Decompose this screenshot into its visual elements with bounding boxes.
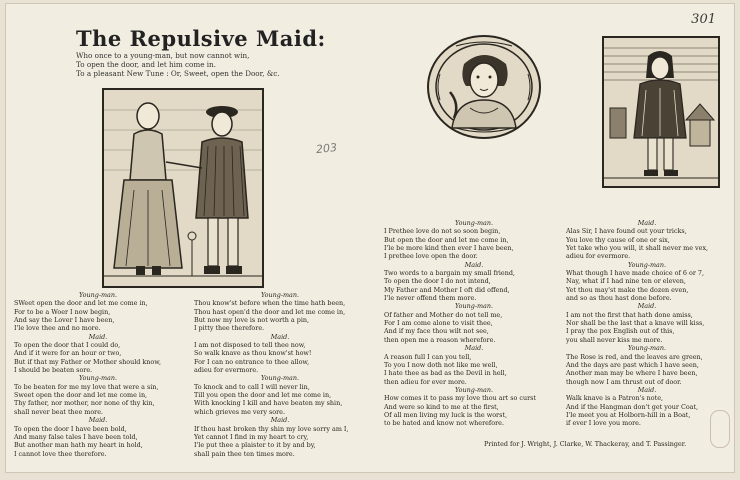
verse-line: Sweet open the door and let me come in, (14, 391, 148, 400)
verse-line: And if my face thou wilt not see, (384, 327, 489, 336)
subtitle-line: Who once to a young-man, but now cannot win, (76, 51, 250, 60)
verse-line: Another man may be where I have been, (566, 369, 698, 378)
verse-line: I pitty thee therefore. (194, 324, 265, 333)
speaker-heading: Young-man. (454, 302, 493, 311)
speaker-heading: Maid. (637, 219, 657, 227)
speaker-heading: Maid. (270, 332, 290, 341)
verse-line: Nor shall be the last that a knave will kiss, (566, 319, 705, 328)
verse-line: And many false tales I have been told, (14, 432, 138, 441)
verse-line: My Father and Mother I oft did offend, (384, 285, 510, 294)
verse-line: You love thy cause of one or six, (566, 235, 670, 244)
verse-line: To be beaten for me my love that were a sin, (14, 382, 159, 391)
speaker-heading: Young-man. (454, 219, 493, 227)
verse-line: I'le never offend them more. (384, 294, 477, 303)
verse-line: I'le be more kind then ever I have been, (384, 244, 514, 253)
speaker-heading: Young-man. (627, 260, 666, 269)
verse-line: To open the door that I could do, (14, 341, 121, 350)
verse-line: if ever I love you more. (566, 419, 641, 428)
verse-line: But if that my Father or Mother should know, (14, 357, 161, 366)
verse-line: Yet thou may'st make the dozen even, (566, 285, 689, 294)
verse-line: But another man hath my heart in hold, (14, 441, 143, 450)
verse-line: I'le love thee and no more. (14, 324, 101, 333)
library-stamp (710, 410, 730, 448)
verse-line: The Rose is red, and the leaves are green, (566, 352, 703, 361)
speaker-heading: Young-man. (78, 291, 117, 299)
subtitle-line: To open the door, and let him come in. (76, 60, 216, 69)
verse-line: And the days are past which I have seen, (566, 360, 699, 369)
woodcut-portrait-image (426, 34, 542, 140)
verse-line: Of all men living my luck is the worst, (384, 410, 507, 419)
verse-line: To open the door I do not intend, (384, 277, 491, 286)
verse-line: Thy father, nor mother, nor none of thy kin, (14, 399, 155, 408)
verse-line: I'le put thee a plaister to it by and by, (194, 441, 316, 450)
verse-line: and so as thou hast done before. (566, 294, 672, 303)
subtitle-line: To a pleasant New Tune : Or, Sweet, open the Door, &c. (76, 69, 280, 78)
speaker-heading: Maid. (464, 344, 484, 353)
verse-line: I pray the pox English out of this, (566, 327, 675, 336)
verse-column-1 (14, 291, 182, 458)
couple-illustration (104, 90, 262, 286)
verse-line: adieu for evermore. (194, 366, 259, 375)
verse-line: With knocking I kill and have beaten my shin, (194, 399, 343, 408)
verse-column-3 (384, 219, 564, 428)
verse-column-2 (194, 291, 366, 458)
verse-line: To open the door I have been bold, (14, 424, 127, 433)
woodcut-couple-image (102, 88, 264, 288)
speaker-heading: Young-man. (260, 291, 299, 299)
pencil-annotation: 203 (315, 140, 338, 157)
verse-line: Thou hast open'd the door and let me come in, (194, 307, 346, 316)
verse-line: But now my love is not worth a pin, (194, 316, 310, 325)
verse-line: I prethee love open the door. (384, 252, 478, 261)
ballad-title: The Repulsive Maid: (76, 26, 326, 51)
speaker-heading: Maid. (270, 416, 290, 425)
standing-man-illustration (604, 38, 718, 186)
verse-line: Yet take who you will, it shall never me vex, (566, 244, 709, 253)
printer-imprint: Printed for J. Wright, J. Clarke, W. Thackeray, and T. Passinger. (484, 440, 687, 448)
verse-line: And say the Lover I have been, (14, 316, 115, 325)
verse-line: So walk knave as thou know'st how! (194, 349, 312, 358)
verse-line: then open me a reason wherefore. (384, 335, 496, 344)
verse-line: Two words to a bargain my small friend, (384, 269, 515, 278)
verse-line: And if it were for an hour or two, (14, 349, 122, 358)
verse-column-4 (566, 219, 728, 428)
folio-number: 301 (691, 12, 716, 27)
verse-line: Thou know'st before when the time hath been, (194, 299, 346, 308)
verse-line: Of father and Mother do not tell me, (384, 310, 503, 319)
verse-line: For to be a Woer I now begin, (14, 307, 111, 316)
verse-line: A reason full I can you tell, (384, 352, 472, 361)
verse-line: though now I am thrust out of door. (566, 377, 682, 386)
verse-line: But open the door and let me come in, (384, 235, 509, 244)
verse-line: And were so kind to me at the first, (384, 402, 499, 411)
verse-line: What though I have made choice of 6 or 7, (566, 269, 705, 278)
speaker-heading: Young-man. (260, 374, 299, 383)
verse-line: To you I now doth not like me well, (384, 360, 498, 369)
verse-line: For I am come alone to visit thee, (384, 319, 493, 328)
verse-line: Till you open the door and let me come in, (194, 391, 332, 400)
verse-line: I'le meet you at Holborn-hill in a Boat, (566, 410, 691, 419)
verse-line: shall pain thee ten times more. (194, 449, 295, 458)
woodcut-standing-man-image (602, 36, 720, 188)
verse-line: I am not the first that hath done amiss, (566, 310, 693, 319)
verse-line: For I can no entrance to thee allow, (194, 357, 310, 366)
verse-line: Walk knave is a Patron's note, (566, 394, 664, 403)
broadside-sheet (6, 4, 734, 472)
verse-line: then adieu for ever more. (384, 377, 467, 386)
verse-line: SWeet open the door and let me come in, (14, 299, 148, 308)
verse-line: which grieves me very sore. (194, 407, 285, 416)
speaker-heading: Maid. (637, 385, 657, 394)
verse-line: To knock and to call I will never lin, (194, 382, 310, 391)
verse-line: shall never beat thee more. (14, 407, 104, 416)
verse-line: And if the Hangman don't get your Coat, (566, 402, 699, 411)
verse-line: you shall never kiss me more. (566, 335, 663, 344)
speaker-heading: Maid. (88, 416, 108, 425)
verse-line: Alas Sir, I have found out your tricks, (566, 227, 687, 236)
speaker-heading: Young-man. (78, 374, 117, 383)
verse-line: adieu for evermore. (566, 252, 631, 261)
speaker-heading: Maid. (464, 260, 484, 269)
verse-line: I hate thee as bad as the Devil in hell, (384, 369, 507, 378)
speaker-heading: Maid. (88, 332, 108, 341)
ballad-subtitle (76, 51, 336, 78)
verse-line: Yet cannot I find in my heart to cry, (194, 432, 309, 441)
verse-line: I am not disposed to tell thee now, (194, 341, 306, 350)
speaker-heading: Maid. (637, 302, 657, 311)
verse-line: How comes it to pass my love thou art so curst (384, 394, 536, 403)
verse-line: to be hated and know not wherefore. (384, 419, 504, 428)
speaker-heading: Young-man. (627, 344, 666, 353)
portrait-illustration (426, 34, 542, 140)
verse-line: I Prethee love do not so soon begin, (384, 227, 501, 236)
verse-line: Nay, what if I had nine ten or eleven, (566, 277, 686, 286)
speaker-heading: Young-man. (454, 385, 493, 394)
verse-line: I should be beaten sore. (14, 366, 93, 375)
verse-line: If thou hast broken thy shin my love sorry am I, (194, 424, 349, 433)
verse-line: I cannot love thee therefore. (14, 449, 107, 458)
